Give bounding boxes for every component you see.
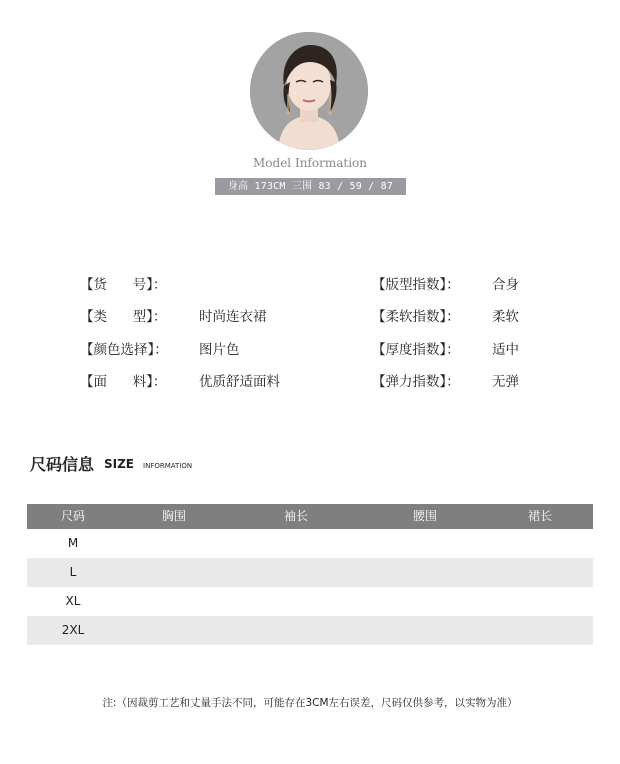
attr-value-fit: 合身 (492, 277, 519, 293)
header-waist: 腰围 (412, 509, 437, 523)
header-sleeve: 袖长 (283, 509, 308, 523)
attr-value-softness: 柔软 (492, 309, 519, 325)
header-bust: 胸围 (161, 509, 186, 523)
attr-label-thickness: 【厚度指数】： (372, 342, 460, 358)
table-row (27, 587, 593, 616)
model-photo (250, 32, 368, 150)
size-cell: XL (65, 594, 81, 608)
measurement-note: 注:（因裁剪工艺和丈量手法不同，可能存在3CM左右误差，尺码仅供参考，以实物为准） (102, 697, 518, 709)
table-row (27, 529, 593, 558)
attr-label-fabric: 【面 料】： (80, 374, 167, 390)
model-info-caption: Model Information (253, 156, 367, 170)
attr-label-type: 【类 型】： (80, 309, 167, 325)
attr-label-elasticity: 【弹力指数】： (372, 374, 460, 390)
model-stats-badge: 身高 173CM 三围 83 / 59 / 87 (215, 178, 406, 195)
attr-label-color: 【颜色选择】： (80, 342, 168, 358)
attr-label-softness: 【柔软指数】： (372, 309, 460, 325)
size-table-header (27, 504, 593, 529)
header-length: 裙长 (527, 509, 552, 523)
attr-value-thickness: 适中 (492, 342, 519, 358)
header-size: 尺码 (60, 509, 85, 523)
size-section-title-en: SIZE (104, 457, 135, 471)
size-cell: L (69, 565, 77, 579)
model-portrait-image (250, 32, 368, 150)
attr-label-item-no: 【货 号】： (80, 277, 167, 293)
attr-value-color: 图片色 (199, 342, 240, 358)
attr-value-type: 时尚连衣裙 (199, 309, 267, 325)
size-section-title: 尺码信息 (30, 455, 95, 474)
size-cell: 2XL (61, 623, 85, 637)
attr-value-elasticity: 无弹 (492, 374, 519, 390)
size-section-title-en-sub: INFORMATION (143, 462, 193, 470)
attr-label-fit: 【版型指数】： (372, 277, 460, 293)
table-row (27, 558, 593, 587)
attr-value-fabric: 优质舒适面料 (199, 374, 280, 390)
size-table (27, 504, 593, 645)
table-row (27, 616, 593, 645)
size-cell: M (67, 536, 79, 550)
